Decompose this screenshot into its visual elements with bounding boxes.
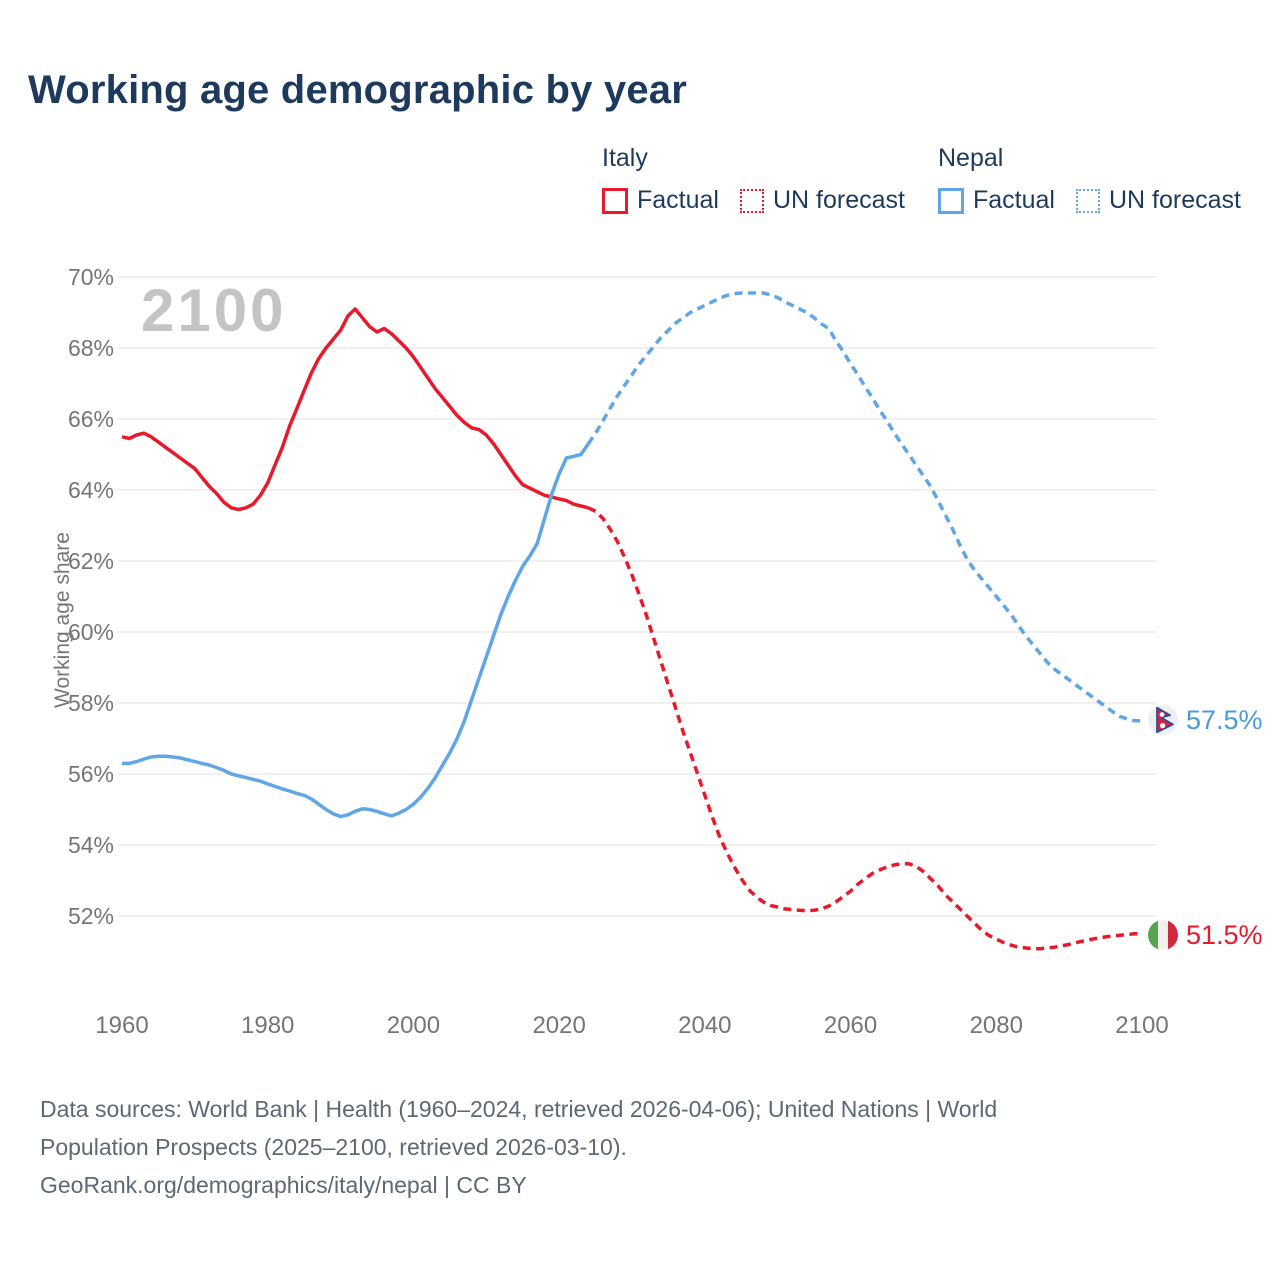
footer-line-2: Population Prospects (2025–2100, retrieved 2026-03-10). [40,1134,627,1160]
x-tick-label: 2020 [532,1012,586,1039]
nepal-end-label [1147,704,1263,736]
footer-line-3: GeoRank.org/demographics/italy/nepal | CC BY [40,1172,527,1198]
series-line-italy-un-forecast [588,508,1142,949]
y-tick-label: 60% [67,619,114,645]
series-line-italy-factual [122,309,588,510]
y-tick-label: 54% [67,832,114,858]
y-tick-label: 58% [67,690,114,716]
y-tick-label: 62% [67,548,114,574]
footer-line-1: Data sources: World Bank | Health (1960–2024, retrieved 2026-04-06); United Nations | World [40,1096,998,1122]
watermark-year: 2100 [141,277,287,344]
y-tick-label: 56% [67,761,114,787]
nepal-forecast-label: UN forecast [1108,186,1241,214]
italy-factual-label: Factual [637,186,719,214]
y-tick-label: 52% [67,903,114,929]
legend-country-italy: Italy [602,144,648,172]
x-tick-label: 1980 [241,1012,295,1039]
y-axis-title: Working age share [51,532,74,708]
x-tick-label: 2080 [969,1012,1023,1039]
x-tick-label: 2000 [386,1012,441,1039]
x-tick-label: 1960 [95,1012,149,1039]
chart-title: Working age demographic by year [28,68,687,112]
y-tick-label: 64% [67,477,114,503]
y-tick-label: 68% [67,335,114,361]
nepal-end-value: 57.5% [1186,704,1263,735]
y-tick-label: 66% [67,406,114,432]
x-tick-label: 2060 [823,1012,878,1039]
series-line-nepal-factual [122,444,588,817]
series-line-nepal-un-forecast [588,293,1142,721]
italy-forecast-label: UN forecast [772,186,905,214]
legend-country-nepal: Nepal [938,144,1004,172]
italy-end-label [1147,919,1263,951]
y-tick-label: 70% [67,264,114,290]
nepal-flag-icon [1147,704,1179,736]
x-tick-label: 2100 [1115,1012,1169,1039]
italy-end-value: 51.5% [1186,919,1263,950]
x-tick-label: 2040 [678,1012,732,1039]
nepal-factual-label: Factual [973,186,1055,214]
data-sources-footer [40,1090,997,1204]
italy-flag-icon [1147,919,1179,951]
